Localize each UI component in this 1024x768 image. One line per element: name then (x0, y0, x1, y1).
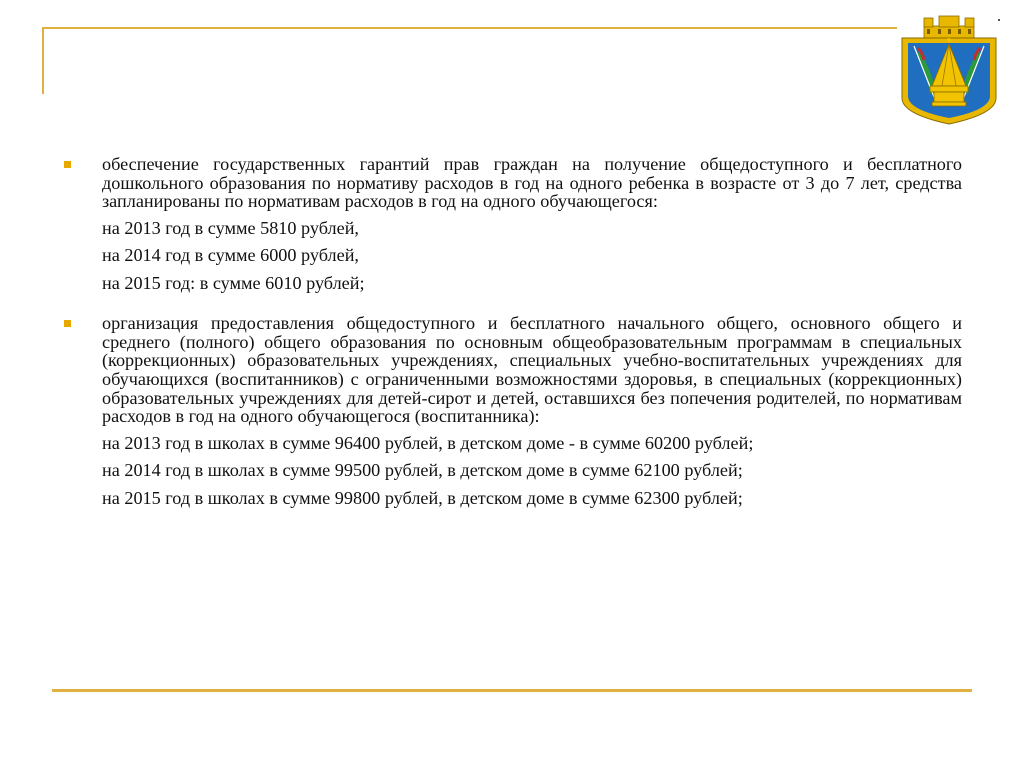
coat-of-arms-icon (896, 14, 1002, 126)
amount-line: на 2015 год в школах в сумме 99800 рублей, в детском доме в сумме 62300 рублей; (102, 487, 743, 508)
frame-left-line (42, 27, 44, 94)
amount-line: на 2015 год: в сумме 6010 рублей; (102, 272, 365, 293)
bullet-text: организация предоставления общедоступного и бесплатного начального общего, основного общего и среднего (полного) общего образования по основным общеобразовательным программам в специальных (коррекционных) образовательных учреждениях, специальных учебно-воспитательных учреждениях для обучающихся (воспитанников) с ограниченными возможностями здоровья, в специальных (коррекционных) образовательных учреждениях для детей-сирот и детей, оставшихся без попечения родителей, по нормативам расходов в год на одного обучающегося (воспитанника): (102, 313, 962, 427)
bullet-item (64, 314, 962, 426)
slide-content (64, 155, 962, 512)
spacer (64, 297, 962, 314)
frame-bottom-line (52, 689, 972, 692)
bullet-square-icon (64, 161, 71, 168)
amount-line: на 2014 год в школах в сумме 99500 рублей, в детском доме в сумме 62100 рублей; (102, 460, 743, 481)
bullet-item (64, 155, 962, 211)
bullet-text: обеспечение государственных гарантий прав граждан на получение общедоступного и бесплатного дошкольного образования по нормативу расходов в год на одного ребенка в возрасте от 3 до 7 лет, средства запланированы по нормативам расходов в год на одного обучающегося: (102, 154, 962, 212)
amount-line: на 2013 год в сумме 5810 рублей, (102, 217, 359, 238)
frame-top-line (42, 27, 897, 29)
amount-line: на 2014 год в сумме 6000 рублей, (102, 245, 359, 266)
amount-line: на 2013 год в школах в сумме 96400 рублей, в детском доме - в сумме 60200 рублей; (102, 432, 754, 453)
bullet-square-icon (64, 320, 71, 327)
